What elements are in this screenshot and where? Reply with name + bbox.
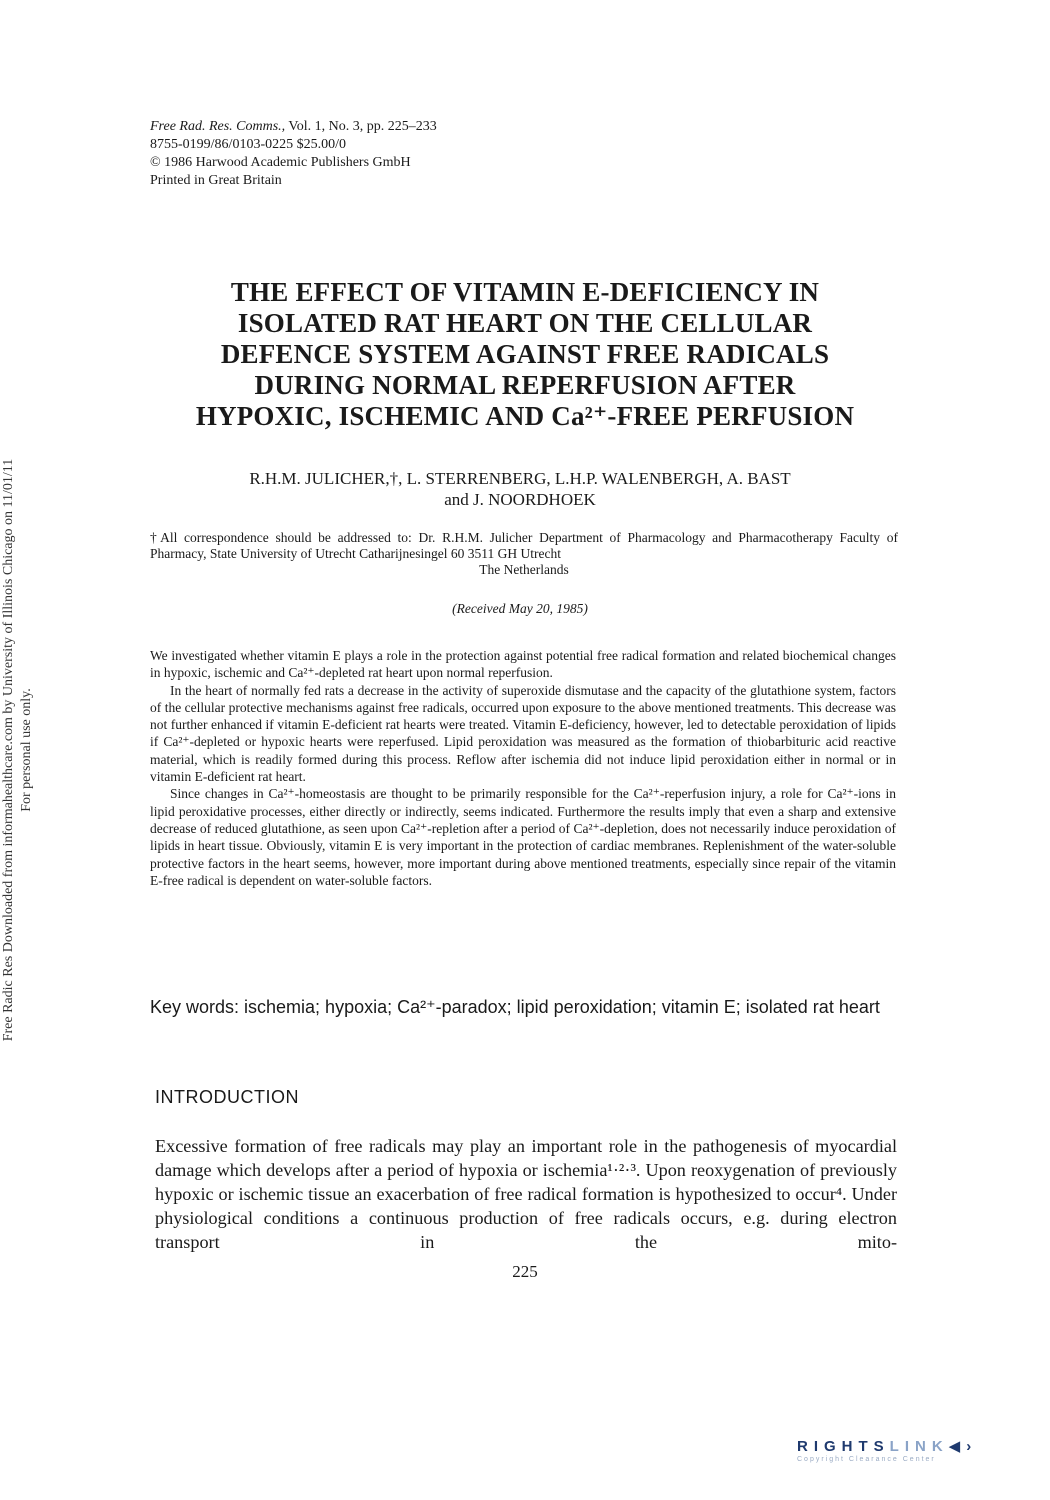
rightslink-subtitle: Copyright Clearance Center bbox=[797, 1456, 936, 1463]
correspondence-address: †All correspondence should be addressed to: Dr. R.H.M. Julicher Department of Pharmacology and Pharmacotherapy Faculty of Pharmacy, State University of Utrecht Catharijnesingel 60 3511 GH Utrecht bbox=[150, 530, 898, 561]
page-number: 225 bbox=[512, 1262, 538, 1281]
authors-line1: R.H.M. JULICHER,†, L. STERRENBERG, L.H.P. WALENBERGH, A. BAST bbox=[249, 469, 791, 488]
section-heading-introduction: INTRODUCTION bbox=[155, 1087, 299, 1107]
rightslink-arrow-icon: ◀› bbox=[948, 1438, 978, 1455]
abstract-paragraph: In the heart of normally fed rats a decrease in the activity of superoxide dismutase and the capacity of the glutathione system, factors of the cellular protective mechanisms against free radicals, occurred upon exposure to the above mentioned treatments. This decrease was not further enhanced if vitamin E-deficient rat hearts were treated. Vitamin E-deficiency, however, led to detectable peroxidation of lipids if Ca²⁺-depleted or hypoxic hearts were reperfused. Lipid peroxidation was measured as the formation of thiobarbituric acid reactive material, which is readily formed during this process. Reflow after ischemia did not induce lipid peroxidation either in normal or in vitamin E-deficient rat heart. bbox=[150, 682, 896, 785]
authors-line2: and J. NOORDHOEK bbox=[444, 490, 596, 509]
rightslink-mark-dark: RIGHTS bbox=[797, 1438, 890, 1455]
journal-volume: Vol. 1, No. 3, pp. 225–233 bbox=[285, 119, 437, 134]
received-date: (Received May 20, 1985) bbox=[452, 601, 588, 616]
correspondence-note bbox=[150, 530, 898, 578]
title-line: HYPOXIC, ISCHEMIC AND Ca²⁺-FREE PERFUSION bbox=[195, 401, 855, 431]
author-list bbox=[130, 468, 910, 510]
title-line: DURING NORMAL REPERFUSION AFTER bbox=[254, 370, 796, 400]
title-line: THE EFFECT OF VITAMIN E-DEFICIENCY IN bbox=[230, 277, 820, 307]
abstract-paragraph: Since changes in Ca²⁺-homeostasis are thought to be primarily responsible for the Ca²⁺-reperfusion injury, a role for Ca²⁺-ions in lipid peroxidative processes, either directly or indirectly, seems indicated. Furthermore the results imply that even a sharp and extensive decrease of reduced glutathione, as seen upon Ca²⁺-repletion after a period of Ca²⁺-depletion, does not necessarily induce peroxidation of lipids in heart tissue. Obviously, vitamin E is very important in the protection of cardiac membranes. Replenishment of the water-soluble protective factors in the heart seems, however, more important during above mentioned treatments, especially since repair of the vitamin E-free radical is dependent on water-soluble factors. bbox=[150, 786, 896, 888]
abstract-paragraph: We investigated whether vitamin E plays a role in the protection against potential free radical formation and related biochemical changes in hypoxic, ischemic and Ca²⁺-depleted rat heart upon normal reperfusion. bbox=[150, 648, 896, 681]
download-watermark bbox=[0, 400, 50, 1100]
keywords: Key words: ischemia; hypoxia; Ca²⁺-paradox; lipid peroxidation; vitamin E; isolated rat heart bbox=[150, 997, 880, 1017]
introduction-paragraph: Excessive formation of free radicals may play an important role in the pathogenesis of myocardial damage which develops after a period of hypoxia or ischemia¹·²·³. Upon reoxygenation of previously hypoxic or ischemic tissue an exacerbation of free radical formation is hypothesized to occur⁴. Under physiological conditions a continuous production of free radicals occurs, e.g. during electron transport in the mito- bbox=[155, 1136, 897, 1252]
title-line: ISOLATED RAT HEART ON THE CELLULAR bbox=[237, 308, 813, 338]
rightslink-mark-light: LINK bbox=[889, 1438, 949, 1455]
rightslink-logo[interactable] bbox=[797, 1437, 1037, 1477]
journal-printed: Printed in Great Britain bbox=[150, 173, 282, 188]
paper-title bbox=[120, 277, 930, 432]
journal-citation bbox=[150, 118, 437, 190]
journal-issn: 8755-0199/86/0103-0225 $25.00/0 bbox=[150, 137, 346, 152]
title-line: DEFENCE SYSTEM AGAINST FREE RADICALS bbox=[220, 339, 830, 369]
abstract bbox=[150, 647, 896, 889]
journal-name: Free Rad. Res. Comms., bbox=[150, 119, 286, 134]
download-watermark-line2: For personal use only. bbox=[19, 688, 34, 812]
correspondence-country: The Netherlands bbox=[479, 562, 569, 577]
journal-copyright: © 1986 Harwood Academic Publishers GmbH bbox=[150, 155, 411, 170]
download-watermark-line1: Free Radic Res Downloaded from informahealthcare.com by University of Illinois Chicago on 11/01/11 bbox=[1, 458, 16, 1042]
